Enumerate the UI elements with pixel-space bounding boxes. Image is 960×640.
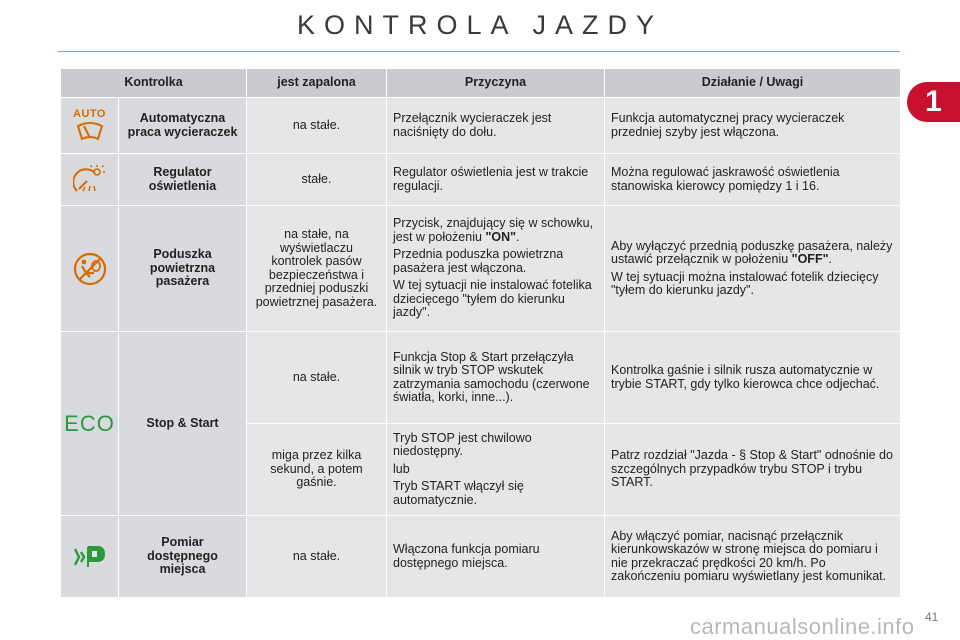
control-name: Poduszka powietrzna pasażera xyxy=(119,206,247,332)
cause-text: Regulator oświetlenia jest w trakcie regulacji. xyxy=(393,165,589,193)
action-text: Aby wyłączyć przednią poduszkę pasażera, należy ustawić przełącznik w położeniu "OFF". xyxy=(611,238,893,266)
cause-text: W tej sytuacji nie instalować fotelika dziecięcego "tyłem do kierunku jazdy". xyxy=(393,278,592,320)
control-name: Stop & Start xyxy=(119,332,247,516)
auto-label: AUTO xyxy=(73,107,106,120)
action-text: Można regulować jaskrawość oświetlenia stanowiska kierowcy pomiędzy 1 i 16. xyxy=(611,165,840,193)
control-action xyxy=(605,516,901,598)
control-when: na stałe. xyxy=(247,516,387,598)
table-row xyxy=(61,154,901,206)
cause-text: Tryb STOP jest chwilowo niedostępny. xyxy=(393,430,532,459)
control-name: Automatyczna praca wycieraczek xyxy=(119,98,247,154)
control-cause xyxy=(387,516,605,598)
watermark: carmanualsonline.info xyxy=(690,614,915,639)
control-cause xyxy=(387,332,605,424)
icon-cell xyxy=(61,98,119,154)
action-text: W tej sytuacji można instalować fotelik dziecięcy "tyłem do kierunku jazdy". xyxy=(611,269,879,297)
cause-text: Przycisk, znajdujący się w schowku, jest w położeniu "ON". xyxy=(393,216,594,244)
table-row xyxy=(61,516,901,598)
warning-lights-table xyxy=(60,68,901,598)
control-action xyxy=(605,332,901,424)
control-cause xyxy=(387,98,605,154)
control-action xyxy=(605,424,901,516)
control-action xyxy=(605,154,901,206)
page-number: 41 xyxy=(925,610,939,624)
cause-text: Włączona funkcja pomiaru dostępnego miejsca. xyxy=(393,542,540,570)
cause-text: Przełącznik wycieraczek jest naciśnięty do dołu. xyxy=(393,111,552,139)
control-name: Regulator oświetlenia xyxy=(119,154,247,206)
action-text: Funkcja automatycznej pracy wycieraczek przedniej szyby jest włączona. xyxy=(611,111,845,139)
column-header-when: jest zapalona xyxy=(247,69,387,98)
title-divider xyxy=(58,51,900,52)
parking-sensor-icon xyxy=(63,545,116,569)
control-when: stałe. xyxy=(247,154,387,206)
control-when: na stałe. xyxy=(247,332,387,424)
control-action xyxy=(605,206,901,332)
control-name: Pomiar dostępnego miejsca xyxy=(119,516,247,598)
column-header-kontrolka: Kontrolka xyxy=(61,69,247,98)
page-title: KONTROLA JAZDY xyxy=(296,10,664,40)
eco-icon: ECO xyxy=(64,410,115,436)
control-when: na stałe, na wyświetlaczu kontrolek pasów bezpieczeństwa i przedniej poduszki powietrznej pasażera. xyxy=(247,206,387,332)
icon-cell xyxy=(61,516,119,598)
control-action xyxy=(605,98,901,154)
off-keyword: "OFF" xyxy=(791,252,829,266)
control-when: na stałe. xyxy=(247,98,387,154)
cause-text: lub xyxy=(393,461,410,476)
cause-text: Przednia poduszka powietrzna pasażera jest włączona. xyxy=(393,247,564,275)
control-cause xyxy=(387,206,605,332)
passenger-airbag-off-icon xyxy=(63,251,116,287)
control-when: miga przez kilka sekund, a potem gaśnie. xyxy=(247,424,387,516)
icon-cell xyxy=(61,206,119,332)
cause-text: Tryb START włączył się automatycznie. xyxy=(393,479,524,507)
table-header-row xyxy=(61,69,901,98)
on-keyword: "ON" xyxy=(485,229,517,244)
column-header-action: Działanie / Uwagi xyxy=(605,69,901,98)
action-text: Kontrolka gaśnie i silnik rusza automatycznie w trybie START, gdy tylko kierowca chce odjechać. xyxy=(611,363,880,391)
lighting-dimmer-icon xyxy=(63,165,116,195)
column-header-cause: Przyczyna xyxy=(387,69,605,98)
action-text: Patrz rozdział "Jazda - § Stop & Start" odnośnie do szczególnych przypadków trybu STOP i trybu START. xyxy=(611,448,893,490)
table-row xyxy=(61,98,901,154)
chapter-tab xyxy=(907,82,960,122)
chapter-number: 1 xyxy=(925,85,942,118)
icon-cell xyxy=(61,332,119,516)
action-text: Aby włączyć pomiar, nacisnąć przełącznik kierunkowskazów w stronę miejsca do pomiaru i nie przekraczać prędkości 20 km/h. Po zakończeniu pomiaru wyświetlany jest komunikat. xyxy=(611,528,887,583)
table-row xyxy=(61,206,901,332)
control-cause xyxy=(387,154,605,206)
wiper-auto-icon xyxy=(63,120,116,142)
icon-cell xyxy=(61,154,119,206)
cause-text: Funkcja Stop & Start przełączyła silnik w tryb STOP wskutek zatrzymania samochodu (czerwone światła, korki, inne...). xyxy=(393,349,590,404)
control-cause xyxy=(387,424,605,516)
table-row xyxy=(61,332,901,424)
